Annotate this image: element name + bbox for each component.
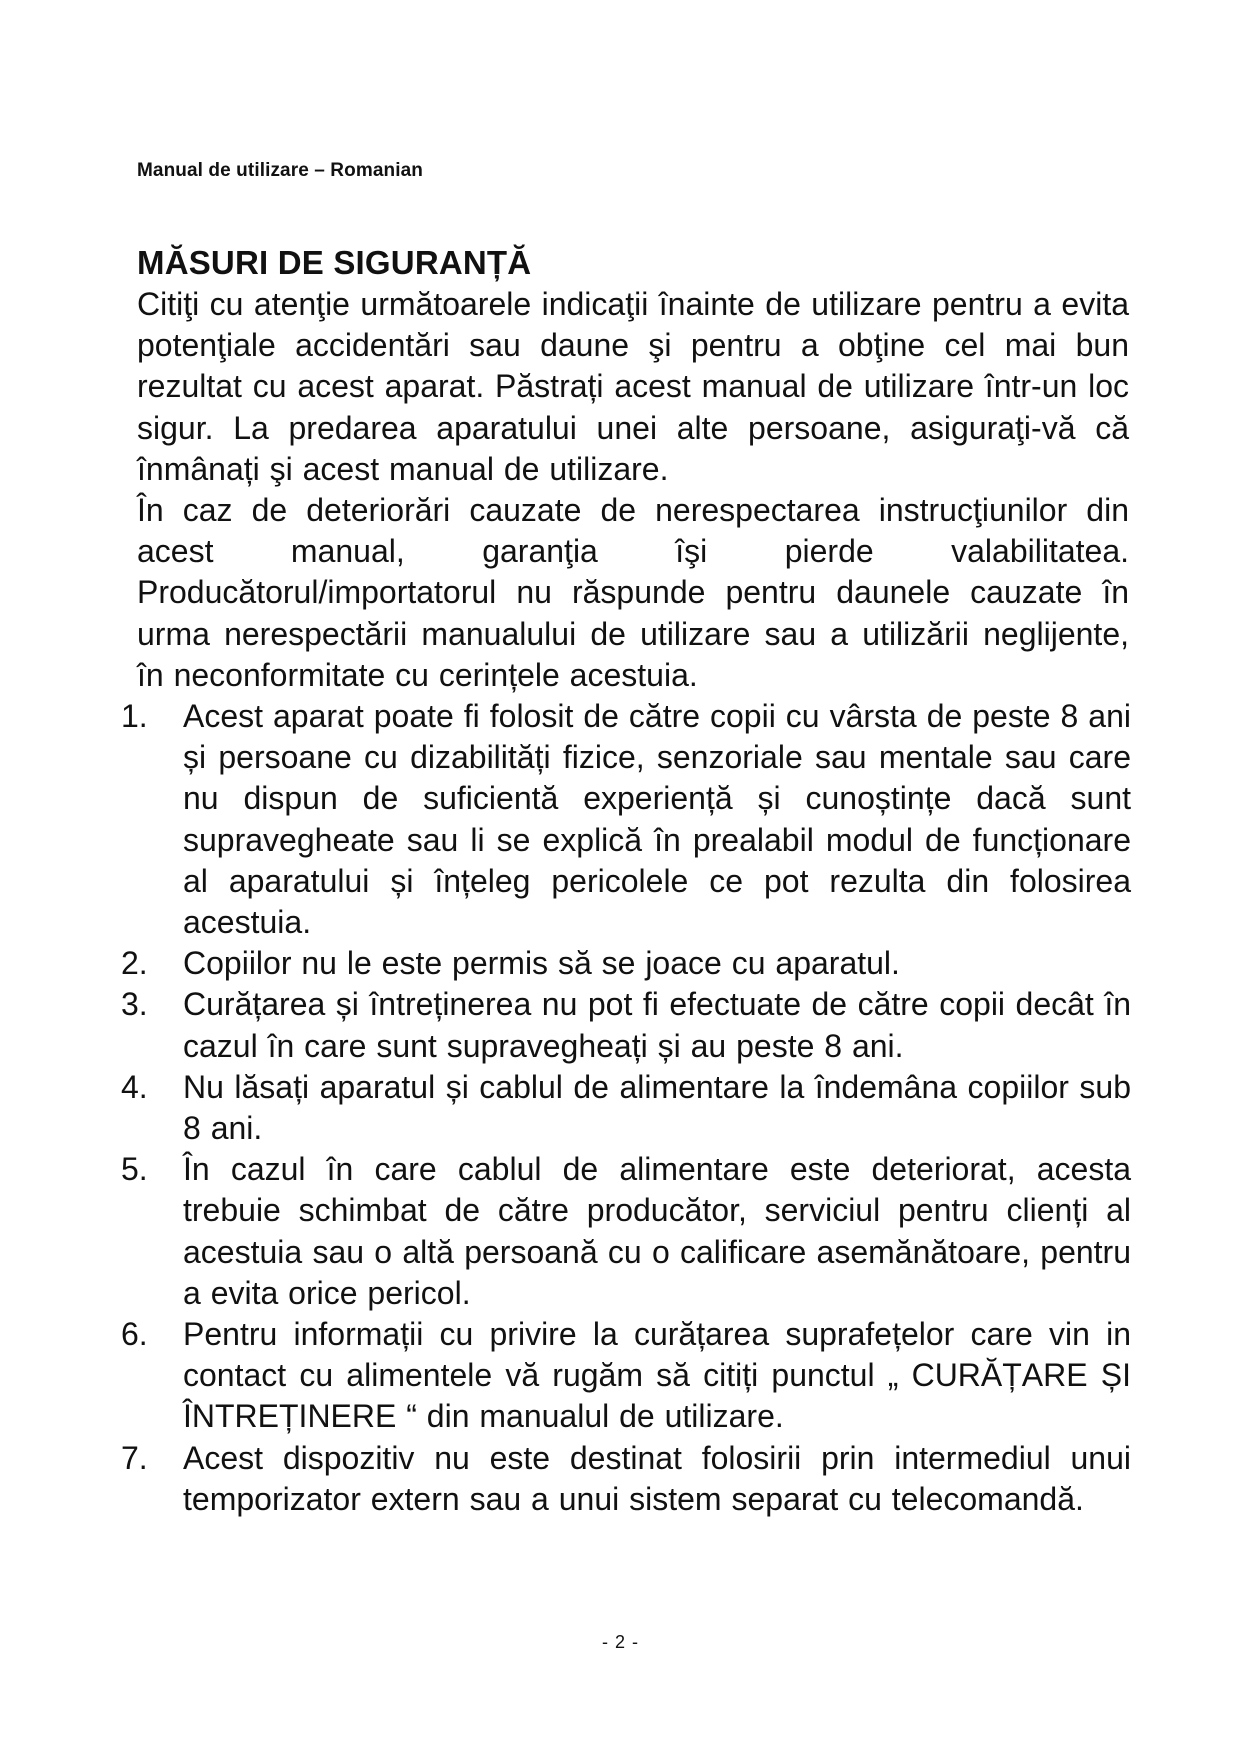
list-item-number: 7. bbox=[121, 1439, 148, 1476]
list-item-number: 2. bbox=[121, 945, 148, 982]
page-number: - 2 - bbox=[601, 1632, 639, 1652]
safety-section bbox=[121, 242, 1131, 1520]
list-item bbox=[121, 1438, 1131, 1520]
section-title: MĂSURI DE SIGURANȚĂ bbox=[137, 244, 532, 281]
list-item bbox=[121, 1149, 1131, 1314]
warranty-paragraph: În caz de deteriorări cauzate de nerespectarea instrucţiunilor din acest manual, garanţia îşi pierde valabilitatea. Producătorul/importatorul nu răspunde pentru daunele cauzate în urma nerespectării manualului de utilizare sau a utilizării neglijente, în neconformitate cu cerințele acestuia. bbox=[137, 492, 1129, 693]
list-item bbox=[121, 696, 1131, 943]
list-item-number: 5. bbox=[121, 1151, 148, 1188]
list-item-number: 1. bbox=[121, 698, 148, 735]
list-item bbox=[121, 1314, 1131, 1438]
page-header: Manual de utilizare – Romanian bbox=[137, 160, 423, 181]
list-item bbox=[121, 984, 1131, 1066]
list-item-number: 6. bbox=[121, 1316, 148, 1353]
list-item-text: Nu lăsați aparatul și cablul de alimentare la îndemâna copiilor sub 8 ani. bbox=[183, 1068, 1131, 1147]
list-item-text: Acest aparat poate fi folosit de către copii cu vârsta de peste 8 ani și persoane cu dizabilități fizice, senzoriale sau mentale sau care nu dispun de suficientă experiență și cunoștințe dacă sunt supravegheate sau li se explică în prealabil modul de funcționare al aparatului și înțeleg pericolele ce pot rezulta din folosirea acestuia. bbox=[183, 698, 1131, 941]
list-item bbox=[121, 943, 1131, 984]
safety-list bbox=[121, 696, 1131, 1520]
list-item-number: 4. bbox=[121, 1068, 148, 1105]
list-item-text: Pentru informații cu privire la curățarea suprafețelor care vin in contact cu alimentele vă rugăm să citiți punctul „ CURĂȚARE ȘI ÎNTREȚINERE “ din manualul de utilizare. bbox=[183, 1316, 1131, 1435]
list-item-text: Copiilor nu le este permis să se joace cu aparatul. bbox=[183, 945, 900, 982]
list-item-text: Curățarea și întreținerea nu pot fi efectuate de către copii decât în cazul în care sunt supravegheați și au peste 8 ani. bbox=[183, 986, 1131, 1064]
list-item-number: 3. bbox=[121, 986, 148, 1023]
list-item-text: În cazul în care cablul de alimentare este deteriorat, acesta trebuie schimbat de către producător, serviciul pentru clienți al acestuia sau o altă persoană cu o calificare asemănătoare, pentru a evita orice pericol. bbox=[183, 1151, 1131, 1311]
list-item bbox=[121, 1067, 1131, 1149]
list-item-text: Acest dispozitiv nu este destinat folosirii prin intermediul unui temporizator extern sau a unui sistem separat cu telecomandă. bbox=[183, 1439, 1131, 1517]
intro-paragraph: Citiţi cu atenţie următoarele indicaţii înainte de utilizare pentru a evita potenţiale accidentări sau daune şi pentru a obţine cel mai bun rezultat cu acest aparat. Păstrați acest manual de utilizare într-un loc sigur. La predarea aparatului unei alte persoane, asiguraţi-vă că înmânați şi acest manual de utilizare. bbox=[137, 286, 1129, 487]
